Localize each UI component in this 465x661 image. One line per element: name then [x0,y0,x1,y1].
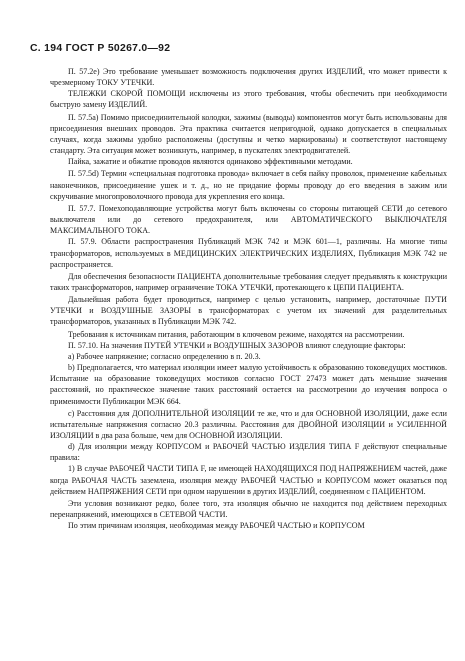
list-item: b) Предполагается, что материал изоляции имеет малую устойчивость к образованию токоведущих мостиков. Испытание на образование токоведущих мостиков согласно ГОСТ 27473 может дать меньшие значения расстояний, но практическое значение таких расстояний остается на рассмотрении до изучения вопроса о применимости Публикации МЭК 664. [50,363,447,406]
list-item: с) Расстояния для ДОПОЛНИТЕЛЬНОЙ ИЗОЛЯЦИИ те же, что и для ОСНОВНОЙ ИЗОЛЯЦИИ, даже если испытательные напряжения согласно 20.3 различны. Расстояния для ДВОЙНОЙ ИЗОЛЯЦИИ и УСИЛЕННОЙ ИЗОЛЯЦИИ в два раза больше, чем для ОСНОВНОЙ ИЗОЛЯЦИИ. [50,408,447,440]
paragraph: П. 57.10. На значения ПУТЕЙ УТЕЧКИ и ВОЗДУШНЫХ ЗАЗОРОВ влияют следующие факторы: [68,340,406,350]
paragraph: П. 57.5а) Помимо присоединительной колодки, зажимы (выводы) компонентов могут быть использованы для присоединения внешних проводов. Эта практика считается непригодной, однако допускается в специальных случаях, когда зажимы удобно расположены (доступны и четко маркированы) и соответствуют настоящему стандарту. Эта ситуация может возникнуть, например, в пускателях электродвигателей. [50,112,447,156]
paragraph: П. 57.7. Помехоподавляющие устройства могут быть включены со стороны питающей СЕТИ до сетевого выключателя или до сетевого предохранителя, или АВТОМАТИЧЕСКОГО ВЫКЛЮЧАТЕЛЯ МАКСИМАЛЬНОГО ТОКА. [50,203,447,236]
paragraph: Требования к источникам питания, работающим в ключевом режиме, находятся на рассмотрении. [68,329,405,339]
paragraph: Эти условия возникают редко, более того, эта изоляция обычно не находится под действием переходных перенапряжений, имеющихся в СЕТЕВОЙ ЧАСТИ. [50,498,447,520]
list-item: d) Для изоляции между КОРПУСОМ и РАБОЧЕЙ ЧАСТЬЮ ИЗДЕЛИЯ ТИПА F действуют специальные правила: [50,442,447,463]
paragraph: Пайка, зажатие и обжатие проводов являются одинаково эффективными методами. [68,157,353,167]
list-item: а) Рабочее напряжение; согласно определению в п. 20.3. [68,351,261,361]
paragraph: П. 57.5d) Термин «специальная подготовка провода» включает в себя пайку проволок, применение кабельных наконечников, присоединение ушек и т. д., но не придание формы проводу до его введения в зажим или скручивание многопроволочного провода для укрепления его конца. [50,169,447,201]
paragraph: По этим причинам изоляция, необходимая между РАБОЧЕЙ ЧАСТЬЮ и КОРПУСОМ [68,521,365,531]
page-header: С. 194 ГОСТ Р 50267.0—92 [30,43,171,54]
paragraph: ТЕЛЕЖКИ СКОРОЙ ПОМОЩИ исключены из этого требования, чтобы обеспечить при необходимости быструю замену ИЗДЕЛИЙ. [50,89,447,110]
paragraph: Дальнейшая работа будет проводиться, например с целью установить, например, достаточные ПУТИ УТЕЧКИ и ВОЗДУШНЫЕ ЗАЗОРЫ в трансформаторах с учетом их значений для разделительных трансформаторов, указанных в Публикации МЭК 742. [50,295,447,327]
list-item: 1) В случае РАБОЧЕЙ ЧАСТИ ТИПА F, не имеющей НАХОДЯЩИХСЯ ПОД НАПРЯЖЕНИЕМ частей, даже когда РАБОЧАЯ ЧАСТЬ заземлена, изоляция между РАБОЧЕЙ ЧАСТЬЮ и КОРПУСОМ может оказаться под действием НАПРЯЖЕНИЯ СЕТИ при одном нарушении в других ИЗДЕЛИЙ, соединенном с ПАЦИЕНТОМ. [50,464,447,496]
document-body [50,66,447,531]
paragraph: Для обеспечения безопасности ПАЦИЕНТА дополнительные требования следует предъявлять к конструкции таких трансформаторов, например ограничение ТОКА УТЕЧКИ, протекающего к ЦЕПИ ПАЦИЕНТА. [50,271,447,292]
paragraph: П. 57.9. Области распространения Публикаций МЭК 742 и МЭК 601—1, различны. На многие типы трансформаторов, используемых в МЕДИЦИНСКИХ ЭЛЕКТРИЧЕСКИХ ИЗДЕЛИЯХ, Публикация МЭК 742 не распространяется. [50,237,447,269]
paragraph: П. 57.2е) Это требование уменьшает возможность подключения других ИЗДЕЛИЙ, что может привести к чрезмерному ТОКУ УТЕЧКИ. [50,67,447,88]
